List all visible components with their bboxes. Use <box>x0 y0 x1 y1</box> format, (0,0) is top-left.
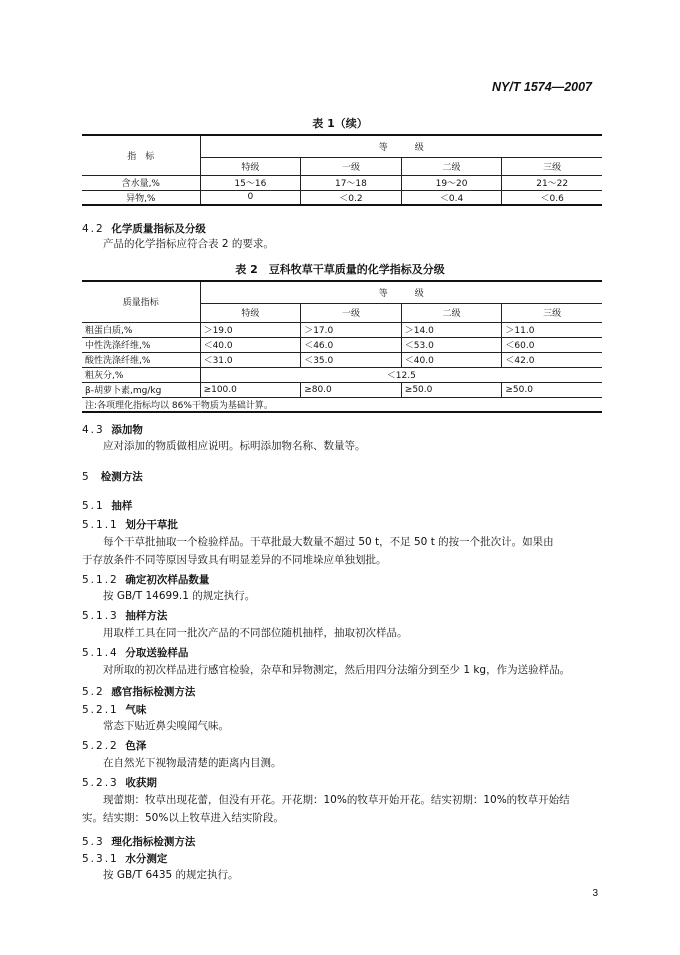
section-5-2-heading: 5.2 感官指标检测方法 <box>82 686 196 698</box>
section-5-heading: 5 检测方法 <box>82 471 143 483</box>
table2-cell: ＜53.0 <box>401 337 502 352</box>
section-5-1-2-heading: 5.1.2 确定初次样品数量 <box>82 574 210 586</box>
table1-caption: 表 1（续） <box>312 117 368 130</box>
table-row <box>82 367 602 382</box>
table-row <box>82 382 602 397</box>
table1-grade: 一级 <box>301 157 402 175</box>
section-5-2-3-text: 现蕾期：牧草出现花蕾，但没有开花。开花期：10%的牧草开始开花。结实初期：10%的牧草开始结 <box>103 794 570 806</box>
table1-grade: 二级 <box>401 157 502 175</box>
table2-cell: ＞17.0 <box>301 322 402 337</box>
section-5-2-3-text-cont: 实。结实期：50%以上牧草进入结实阶段。 <box>82 812 284 824</box>
standard-code: NY/T 1574—2007 <box>491 80 592 94</box>
table1-row-label: 含水量,% <box>82 175 200 190</box>
table1-indicator-header: 指 标 <box>82 135 200 175</box>
table2-cell: ＜42.0 <box>502 352 602 367</box>
table1-cell: 17～18 <box>301 175 402 190</box>
table2-row-label: 粗灰分,% <box>82 367 200 382</box>
table-row <box>82 322 602 337</box>
section-5-1-4-text: 对所取的初次样品进行感官检验，杂草和异物测定，然后用四分法缩分到至少 1 kg，作为送验样品。 <box>103 664 571 676</box>
table1-cell: ＜0.6 <box>502 190 602 205</box>
table1-cell: 15～16 <box>200 175 301 190</box>
table1 <box>82 134 602 206</box>
section-4-3-heading: 4.3 添加物 <box>82 424 143 436</box>
table2-row-label: β-胡萝卜素,mg/kg <box>82 382 200 397</box>
section-5-1-heading: 5.1 抽样 <box>82 500 133 512</box>
section-4-2-text: 产品的化学指标应符合表 2 的要求。 <box>103 238 274 250</box>
table-row <box>82 175 602 190</box>
table2-grade-header: 等 级 <box>200 281 602 303</box>
table1-cell: ＜0.4 <box>401 190 502 205</box>
table2-row-label: 中性洗涤纤维,% <box>82 337 200 352</box>
table2-cell: ≥80.0 <box>301 382 402 397</box>
table-row <box>82 337 602 352</box>
table-row <box>82 190 602 205</box>
table1-cell: 0 <box>200 190 301 205</box>
section-5-1-1-heading: 5.1.1 划分干草批 <box>82 519 178 531</box>
table2-cell: ＞14.0 <box>401 322 502 337</box>
table2-cell: ＜46.0 <box>301 337 402 352</box>
table2-row-label: 酸性洗涤纤维,% <box>82 352 200 367</box>
section-5-3-heading: 5.3 理化指标检测方法 <box>82 836 196 848</box>
section-5-3-1-text: 按 GB/T 6435 的规定执行。 <box>103 869 239 881</box>
section-5-1-3-text: 用取样工具在同一批次产品的不同部位随机抽样，抽取初次样品。 <box>103 627 408 639</box>
table2-note: 注:各项理化指标均以 86%干物质为基础计算。 <box>82 397 602 412</box>
section-5-2-2-text: 在自然光下视物最清楚的距离内目测。 <box>103 757 282 769</box>
table2-cell: ≥100.0 <box>200 382 301 397</box>
section-5-2-1-heading: 5.2.1 气味 <box>82 704 147 716</box>
section-5-1-2-text: 按 GB/T 14699.1 的规定执行。 <box>103 590 256 602</box>
table1-grade-header: 等 级 <box>200 135 602 157</box>
section-4-3-text: 应对添加的物质做相应说明。标明添加物名称、数量等。 <box>103 440 366 452</box>
table1-grade: 特级 <box>200 157 301 175</box>
table2-grade: 特级 <box>200 303 301 322</box>
section-5-1-3-heading: 5.1.3 抽样方法 <box>82 610 168 622</box>
table1-row-label: 异物,% <box>82 190 200 205</box>
section-5-2-2-heading: 5.2.2 色泽 <box>82 740 147 752</box>
table2-cell: ＜35.0 <box>301 352 402 367</box>
table2-grade: 三级 <box>502 303 602 322</box>
table-row <box>82 352 602 367</box>
table2-cell: ＜31.0 <box>200 352 301 367</box>
page-number: 3 <box>592 888 598 899</box>
table2-cell: ＞11.0 <box>502 322 602 337</box>
table2-grade: 二级 <box>401 303 502 322</box>
table2-cell: ≥50.0 <box>401 382 502 397</box>
section-4-2-heading: 4.2 化学质量指标及分级 <box>82 223 206 235</box>
section-5-2-1-text: 常态下贴近鼻尖嗅闻气味。 <box>103 720 229 732</box>
table2-cell: ＜40.0 <box>200 337 301 352</box>
table1-grade: 三级 <box>502 157 602 175</box>
table2-cell: ≥50.0 <box>502 382 602 397</box>
table2-cell: ＞19.0 <box>200 322 301 337</box>
section-5-3-1-heading: 5.3.1 水分测定 <box>82 853 168 865</box>
table2-merged-cell: ＜12.5 <box>200 367 602 382</box>
table2-cell: ＜40.0 <box>401 352 502 367</box>
table2-row-label: 粗蛋白质,% <box>82 322 200 337</box>
table2-caption: 表 2 豆科牧草干草质量的化学指标及分级 <box>235 263 445 276</box>
table2-grade: 一级 <box>301 303 402 322</box>
table1-cell: ＜0.2 <box>301 190 402 205</box>
table1-cell: 21～22 <box>502 175 602 190</box>
table2-cell: ＜60.0 <box>502 337 602 352</box>
section-5-1-4-heading: 5.1.4 分取送验样品 <box>82 647 189 659</box>
table2-indicator-header: 质量指标 <box>82 281 200 322</box>
table2 <box>82 280 602 413</box>
section-5-1-1-text-cont: 于存放条件不同等原因导致具有明显差异的不同堆垛应单独划批。 <box>82 554 387 566</box>
table1-cell: 19～20 <box>401 175 502 190</box>
section-5-1-1-text: 每个干草批抽取一个检验样品。干草批最大数量不超过 50 t，不足 50 t 的按一个批次计。如果由 <box>103 536 554 548</box>
section-5-2-3-heading: 5.2.3 收获期 <box>82 777 157 789</box>
